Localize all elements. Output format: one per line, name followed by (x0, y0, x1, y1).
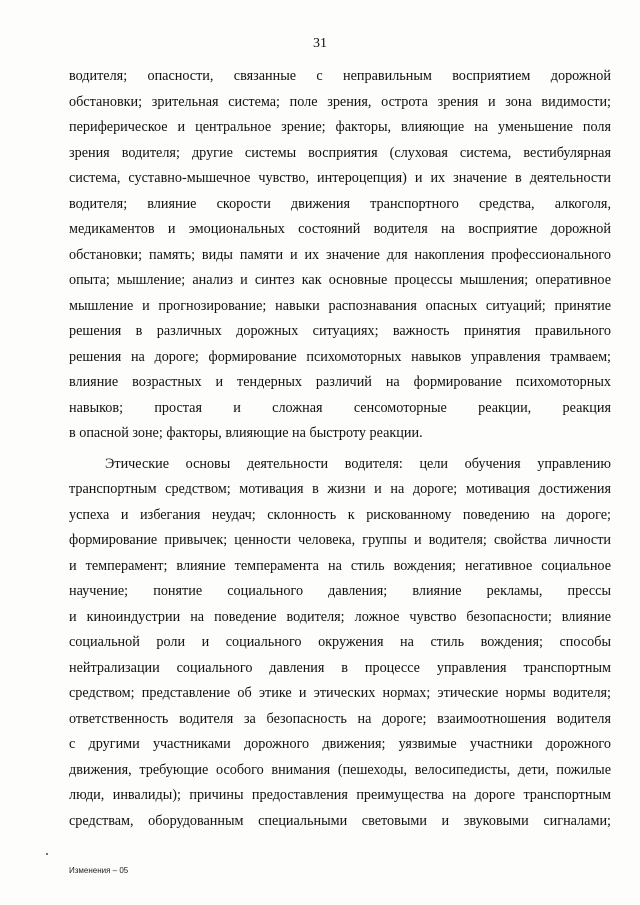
text-line: в опасной зоне; факторы, влияющие на быстроту реакции. (69, 425, 423, 441)
text-line: нейтрализации социального давления в процессе управления транспортным (69, 659, 611, 676)
text-line: транспортным средством; мотивация в жизни и на дороге; мотивация достижения (69, 481, 611, 497)
text-line: средствам, оборудованным специальными световыми и звуковыми сигналами; (69, 812, 611, 829)
text-line: периферическое и центральное зрение; факторы, влияющие на уменьшение поля (69, 119, 611, 135)
text-line: социальной роли и социального окружения на стиль вождения; способы (69, 634, 611, 650)
page-number: 31 (313, 36, 327, 51)
text-line: научение; понятие социального давления; влияние рекламы, прессы (69, 583, 611, 599)
text-line: формирование привычек; ценности человека, группы и водителя; свойства личности (69, 532, 611, 548)
text-line: успеха и избегания неудач; склонность к рискованному поведению на дороге; (69, 506, 611, 523)
text-line: и киноиндустрии на поведение водителя; ложное чувство безопасности; влияние (69, 608, 611, 625)
text-line: влияние возрастных и тендерных различий на формирование психомоторных (69, 374, 611, 390)
text-line: решения на дороге; формирование психомоторных навыков управления трамваем; (69, 348, 611, 365)
text-line: движения, требующие особого внимания (пешеходы, велосипедисты, дети, пожилые (69, 761, 611, 778)
text-line: система, суставно-мышечное чувство, интероцепция) и их значение в деятельности (69, 170, 611, 186)
footer-revision: Изменения – 05 (69, 866, 129, 875)
text-line: обстановки; память; виды памяти и их значение для накопления профессионального (69, 246, 611, 263)
body-text (69, 64, 611, 834)
text-line: Этические основы деятельности водителя: цели обучения управлению (105, 455, 611, 472)
text-line: зрения водителя; другие системы восприятия (слуховая система, вестибулярная (69, 144, 611, 161)
text-line: водителя; опасности, связанные с неправильным восприятием дорожной (69, 68, 611, 84)
scan-speck (46, 853, 48, 855)
text-line: средством; представление об этике и этических нормах; этические нормы водителя; (69, 685, 611, 701)
text-line: ответственность водителя за безопасность на дороге; взаимоотношения водителя (69, 710, 611, 727)
text-line: навыков; простая и сложная сенсомоторные реакции, реакция (69, 399, 611, 416)
text-line: решения в различных дорожных ситуациях; важность принятия правильного (69, 323, 611, 339)
text-line: с другими участниками дорожного движения; уязвимые участники дорожного (69, 736, 611, 752)
text-line: медикаментов и эмоциональных состояний водителя на восприятие дорожной (69, 221, 611, 237)
text-line: водителя; влияние скорости движения транспортного средства, алкоголя, (69, 195, 611, 212)
text-line: и темперамент; влияние темперамента на стиль вождения; негативное социальное (69, 557, 611, 574)
text-line: мышление и прогнозирование; навыки распознавания опасных ситуаций; принятие (69, 297, 611, 314)
text-line: опыта; мышление; анализ и синтез как основные процессы мышления; оперативное (69, 272, 611, 288)
text-line: обстановки; зрительная система; поле зрения, острота зрения и зона видимости; (69, 93, 611, 110)
text-line: люди, инвалиды); причины предоставления преимущества на дороге транспортным (69, 787, 611, 803)
